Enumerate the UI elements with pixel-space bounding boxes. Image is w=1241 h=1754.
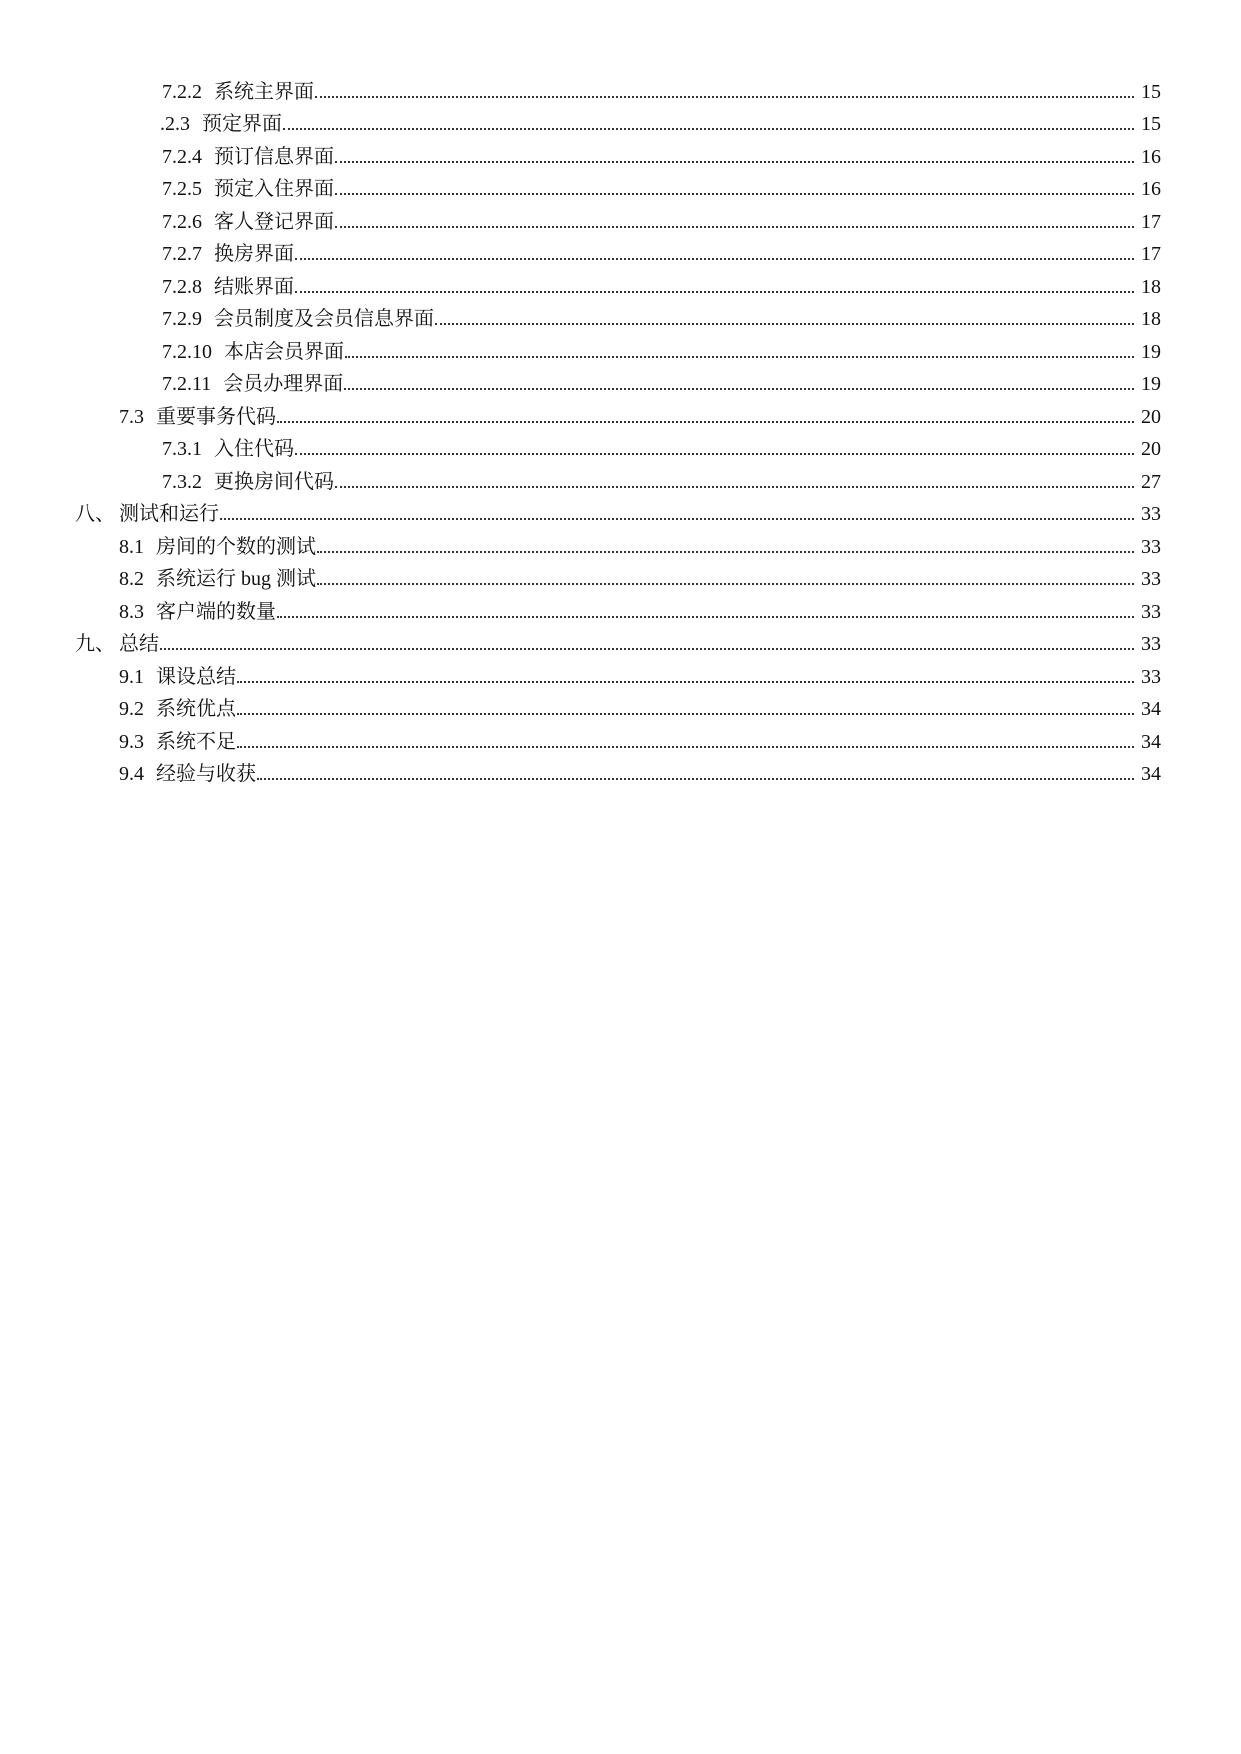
toc-entry-number: 9.3 — [119, 730, 144, 753]
toc-entry-number: 9.2 — [119, 698, 144, 720]
toc-entry-page: 15 — [1141, 113, 1161, 135]
toc-dot-leader — [237, 713, 1134, 715]
toc-entry-page: 17 — [1141, 243, 1161, 265]
toc-dot-leader — [277, 616, 1134, 618]
toc-entry-title: 系统不足 — [156, 730, 236, 753]
toc-entry-number: 九、 — [75, 633, 115, 655]
toc-entry-title: 换房界面 — [214, 243, 294, 265]
toc-entry[interactable] — [0, 694, 1241, 727]
toc-entry-number: 8.1 — [119, 535, 144, 558]
toc-entry-page: 17 — [1141, 210, 1161, 233]
toc-entry-title: 重要事务代码 — [156, 405, 276, 428]
toc-entry[interactable] — [0, 759, 1241, 792]
toc-entry-number: .2.3 — [160, 113, 190, 135]
toc-entry-number: 八、 — [75, 503, 115, 525]
toc-dot-leader — [283, 128, 1134, 130]
toc-entry-page: 33 — [1141, 633, 1161, 655]
toc-entry-page: 33 — [1141, 600, 1161, 623]
toc-entry[interactable] — [0, 661, 1241, 694]
toc-entry-title: 本店会员界面 — [224, 340, 344, 363]
toc-entry[interactable] — [0, 499, 1241, 532]
toc-entry-number: 7.2.11 — [162, 373, 212, 395]
toc-entry-page: 33 — [1141, 503, 1161, 525]
toc-entry-page: 18 — [1141, 308, 1161, 330]
toc-dot-leader — [257, 778, 1134, 780]
toc-entry-title: 系统运行 bug 测试 — [156, 568, 316, 590]
toc-entry-title: 总结 — [119, 633, 159, 655]
toc-entry-title: 会员办理界面 — [223, 373, 344, 395]
toc-entry-number: 7.2.2 — [162, 80, 202, 103]
toc-entry[interactable] — [0, 206, 1241, 239]
toc-entry-title: 房间的个数的测试 — [156, 535, 316, 558]
toc-entry[interactable] — [0, 271, 1241, 304]
toc-entry-page: 34 — [1141, 763, 1161, 785]
toc-entry[interactable] — [0, 174, 1241, 207]
toc-entry-number: 9.1 — [119, 665, 144, 688]
table-of-contents — [0, 76, 1241, 791]
toc-entry-title: 经验与收获 — [156, 763, 256, 785]
toc-entry-title: 预定入住界面 — [214, 178, 334, 200]
toc-dot-leader — [277, 421, 1134, 423]
toc-entry-number: 7.2.5 — [162, 178, 202, 200]
toc-entry-title: 系统优点 — [156, 698, 236, 720]
toc-entry-page: 33 — [1141, 568, 1161, 590]
toc-entry-number: 7.2.4 — [162, 145, 202, 168]
toc-entry-title: 更换房间代码 — [214, 470, 334, 493]
toc-dot-leader — [335, 193, 1134, 195]
toc-entry-number: 7.2.8 — [162, 275, 202, 298]
toc-entry-page: 19 — [1141, 340, 1161, 363]
toc-dot-leader — [315, 96, 1134, 98]
toc-entry-title: 预订信息界面 — [214, 145, 334, 168]
toc-dot-leader — [335, 226, 1134, 228]
toc-entry[interactable] — [0, 726, 1241, 759]
toc-dot-leader — [317, 551, 1134, 553]
toc-dot-leader — [295, 453, 1134, 455]
toc-entry[interactable] — [0, 531, 1241, 564]
toc-entry[interactable] — [0, 466, 1241, 499]
toc-dot-leader — [335, 161, 1134, 163]
toc-dot-leader — [435, 323, 1134, 325]
toc-entry-number: 7.2.7 — [162, 243, 202, 265]
toc-entry-page: 20 — [1141, 438, 1161, 460]
toc-entry-title: 客人登记界面 — [214, 210, 334, 233]
toc-dot-leader — [295, 258, 1134, 260]
toc-entry-title: 会员制度及会员信息界面 — [214, 308, 434, 330]
toc-entry-number: 7.2.6 — [162, 210, 202, 233]
toc-entry-number: 7.3.1 — [162, 438, 202, 460]
toc-entry[interactable] — [0, 596, 1241, 629]
toc-dot-leader — [344, 388, 1134, 390]
toc-dot-leader — [220, 518, 1134, 520]
toc-dot-leader — [345, 356, 1134, 358]
toc-dot-leader — [335, 486, 1134, 488]
toc-entry[interactable] — [0, 369, 1241, 402]
toc-entry-number: 7.3 — [119, 405, 144, 428]
toc-entry-title: 测试和运行 — [119, 503, 219, 525]
toc-entry-number: 7.2.9 — [162, 308, 202, 330]
toc-dot-leader — [317, 583, 1134, 585]
toc-entry-page: 16 — [1141, 178, 1161, 200]
toc-entry-page: 20 — [1141, 405, 1161, 428]
toc-dot-leader — [237, 746, 1134, 748]
toc-entry[interactable] — [0, 76, 1241, 109]
toc-entry-number: 8.3 — [119, 600, 144, 623]
toc-entry[interactable] — [0, 304, 1241, 337]
toc-entry[interactable] — [0, 564, 1241, 597]
toc-entry-page: 27 — [1141, 470, 1161, 493]
toc-entry[interactable] — [0, 401, 1241, 434]
toc-entry-number: 7.3.2 — [162, 470, 202, 493]
toc-dot-leader — [237, 681, 1134, 683]
toc-entry-title: 结账界面 — [214, 275, 294, 298]
toc-entry-title: 课设总结 — [156, 665, 236, 688]
toc-entry-number: 8.2 — [119, 568, 144, 590]
toc-entry-title: 入住代码 — [214, 438, 294, 460]
toc-entry-page: 34 — [1141, 698, 1161, 720]
toc-entry[interactable] — [0, 629, 1241, 662]
toc-entry-page: 34 — [1141, 730, 1161, 753]
toc-entry[interactable] — [0, 434, 1241, 467]
toc-entry-title: 系统主界面 — [214, 80, 314, 103]
toc-entry-page: 33 — [1141, 535, 1161, 558]
toc-entry-page: 15 — [1141, 80, 1161, 103]
toc-entry-number: 9.4 — [119, 763, 144, 785]
toc-entry-page: 18 — [1141, 275, 1161, 298]
toc-entry-title: 客户端的数量 — [156, 600, 276, 623]
toc-entry-title: 预定界面 — [202, 113, 282, 135]
toc-entry-page: 19 — [1141, 373, 1161, 395]
toc-entry[interactable] — [0, 336, 1241, 369]
toc-entry[interactable] — [0, 109, 1241, 142]
toc-entry-number: 7.2.10 — [162, 340, 212, 363]
toc-dot-leader — [160, 648, 1134, 650]
toc-entry-page: 16 — [1141, 145, 1161, 168]
toc-entry-page: 33 — [1141, 665, 1161, 688]
toc-dot-leader — [295, 291, 1134, 293]
toc-entry[interactable] — [0, 239, 1241, 272]
toc-entry[interactable] — [0, 141, 1241, 174]
